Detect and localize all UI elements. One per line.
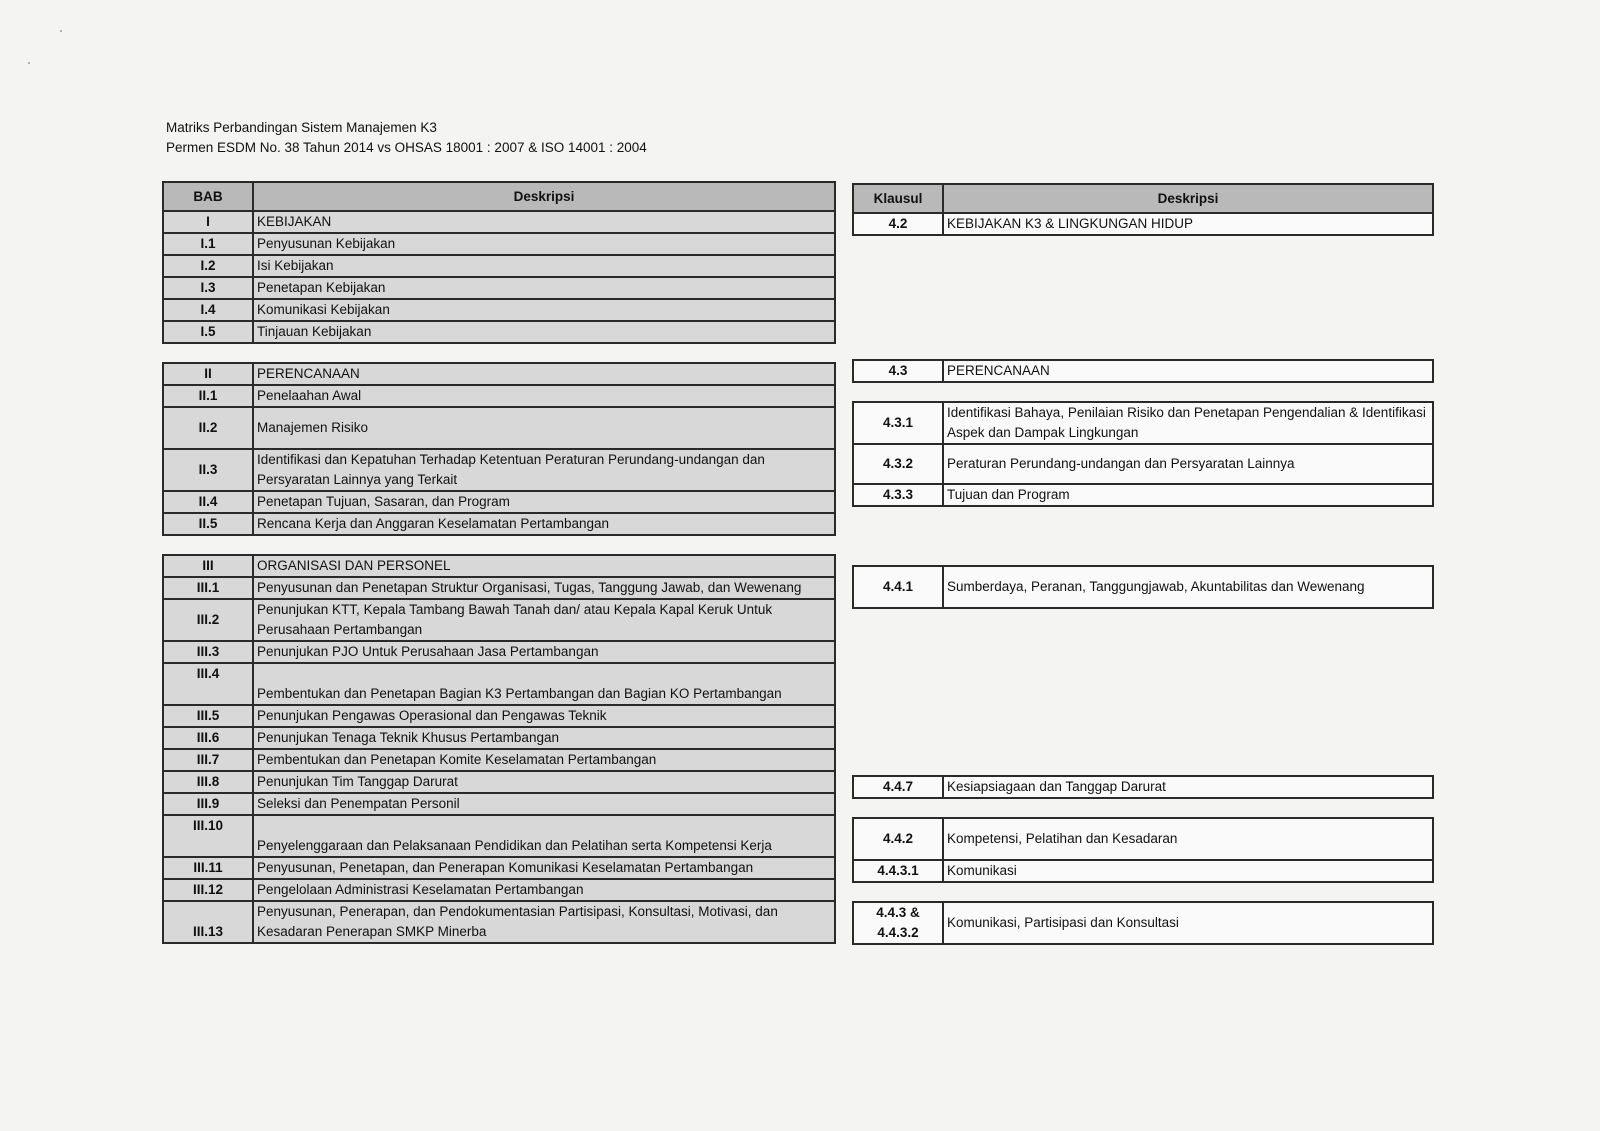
bab-code: II.4 [163, 491, 253, 513]
row-spacer [853, 506, 1433, 566]
bab-header: BAB [163, 182, 253, 211]
bab-desc: Rencana Kerja dan Anggaran Keselamatan Pertambangan [253, 513, 835, 535]
bab-code: II.1 [163, 385, 253, 407]
section-spacer [163, 535, 835, 555]
table-row [163, 233, 835, 255]
table-row [163, 641, 835, 663]
bab-code: III.8 [163, 771, 253, 793]
table-row [163, 277, 835, 299]
table-row [853, 776, 1433, 798]
klausul-desc: Kesiapsiagaan dan Tanggap Darurat [943, 776, 1433, 798]
bab-code: III.2 [163, 599, 253, 641]
klausul-desc: Komunikasi, Partisipasi dan Konsultasi [943, 902, 1433, 944]
klausul-desc: Sumberdaya, Peranan, Tanggungjawab, Akuntabilitas dan Wewenang [943, 566, 1433, 608]
table-row [853, 818, 1433, 860]
bab-code: III.1 [163, 577, 253, 599]
document-title [166, 118, 647, 158]
table-row [853, 566, 1433, 608]
table-row [163, 321, 835, 343]
bab-code: III.13 [163, 901, 253, 943]
bab-desc: Isi Kebijakan [253, 255, 835, 277]
bab-desc: Penyusunan, Penetapan, dan Penerapan Komunikasi Keselamatan Pertambangan [253, 857, 835, 879]
klausul-code: 4.4.2 [853, 818, 943, 860]
klausul-desc: KEBIJAKAN K3 & LINGKUNGAN HIDUP [943, 213, 1433, 235]
row-spacer [853, 608, 1433, 776]
bab-desc: Pengelolaan Administrasi Keselamatan Pertambangan [253, 879, 835, 901]
bab-code: III.3 [163, 641, 253, 663]
klausul-code: 4.4.3.1 [853, 860, 943, 882]
klausul-desc: Tujuan dan Program [943, 484, 1433, 506]
deskripsi-header: Deskripsi [253, 182, 835, 211]
bab-desc: ORGANISASI DAN PERSONEL [253, 555, 835, 577]
table-row [163, 255, 835, 277]
table-row [163, 815, 835, 857]
bab-code: III.6 [163, 727, 253, 749]
table-row [163, 555, 835, 577]
klausul-code: 4.4.3 & 4.4.3.2 [853, 902, 943, 944]
row-spacer [853, 382, 1433, 402]
table-row [853, 902, 1433, 944]
klausul-desc: Komunikasi [943, 860, 1433, 882]
bab-desc: Penyusunan dan Penetapan Struktur Organisasi, Tugas, Tanggung Jawab, dan Wewenang [253, 577, 835, 599]
bab-code: III [163, 555, 253, 577]
bab-code: III.5 [163, 705, 253, 727]
klausul-code: 4.3.1 [853, 402, 943, 444]
table-row [163, 363, 835, 385]
bab-code: III.4 [163, 663, 253, 705]
table-row [163, 749, 835, 771]
klausul-code: 4.2 [853, 213, 943, 235]
klausul-code: 4.3.3 [853, 484, 943, 506]
klausul-desc: Kompetensi, Pelatihan dan Kesadaran [943, 818, 1433, 860]
klausul-code: 4.3.2 [853, 444, 943, 484]
bab-desc: Penyelenggaraan dan Pelaksanaan Pendidikan dan Pelatihan serta Kompetensi Kerja [253, 815, 835, 857]
table-header-row [853, 184, 1433, 213]
bab-code: III.10 [163, 815, 253, 857]
bab-desc: Penelaahan Awal [253, 385, 835, 407]
bab-code: III.7 [163, 749, 253, 771]
bab-desc: Seleksi dan Penempatan Personil [253, 793, 835, 815]
bab-code: II.3 [163, 449, 253, 491]
bab-code: I.5 [163, 321, 253, 343]
table-row [163, 385, 835, 407]
ohsas-iso-table [852, 183, 1434, 945]
bab-desc: KEBIJAKAN [253, 211, 835, 233]
bab-code: I.4 [163, 299, 253, 321]
klausul-desc: Peraturan Perundang-undangan dan Persyaratan Lainnya [943, 444, 1433, 484]
table-row [163, 705, 835, 727]
section-spacer [163, 343, 835, 363]
table-row [163, 879, 835, 901]
bab-desc: Penyusunan, Penerapan, dan Pendokumentasian Partisipasi, Konsultasi, Motivasi, dan Kesadaran Penerapan SMKP Minerba [253, 901, 835, 943]
bab-code: II.5 [163, 513, 253, 535]
bab-desc: Identifikasi dan Kepatuhan Terhadap Ketentuan Peraturan Perundang-undangan dan Persyaratan Lainnya yang Terkait [253, 449, 835, 491]
bab-desc: Komunikasi Kebijakan [253, 299, 835, 321]
title-line-2: Permen ESDM No. 38 Tahun 2014 vs OHSAS 18001 : 2007 & ISO 14001 : 2004 [166, 140, 647, 155]
row-spacer [853, 235, 1433, 360]
table-row [163, 299, 835, 321]
row-spacer [853, 798, 1433, 818]
bab-code: III.11 [163, 857, 253, 879]
klausul-code: 4.4.1 [853, 566, 943, 608]
bab-code: III.12 [163, 879, 253, 901]
bab-code: II [163, 363, 253, 385]
bab-desc: Penetapan Kebijakan [253, 277, 835, 299]
deskripsi-header: Deskripsi [943, 184, 1433, 213]
table-row [163, 771, 835, 793]
bab-desc: Penetapan Tujuan, Sasaran, dan Program [253, 491, 835, 513]
table-row [163, 663, 835, 705]
bab-desc: Penunjukan KTT, Kepala Tambang Bawah Tanah dan/ atau Kepala Kapal Keruk Untuk Perusahaan Pertambangan [253, 599, 835, 641]
bab-desc: Penunjukan PJO Untuk Perusahaan Jasa Pertambangan [253, 641, 835, 663]
bab-desc: Pembentukan dan Penetapan Komite Keselamatan Pertambangan [253, 749, 835, 771]
klausul-header: Klausul [853, 184, 943, 213]
table-row [163, 793, 835, 815]
bab-code: I.3 [163, 277, 253, 299]
table-row [853, 213, 1433, 235]
bab-desc: Penunjukan Tenaga Teknik Khusus Pertambangan [253, 727, 835, 749]
klausul-desc: PERENCANAAN [943, 360, 1433, 382]
table-row [853, 860, 1433, 882]
bab-desc: Penunjukan Pengawas Operasional dan Pengawas Teknik [253, 705, 835, 727]
table-row [853, 402, 1433, 444]
permen-esdm-table [162, 181, 836, 944]
table-row [163, 727, 835, 749]
table-row [163, 211, 835, 233]
bab-code: I.2 [163, 255, 253, 277]
bab-desc: PERENCANAAN [253, 363, 835, 385]
bab-code: I [163, 211, 253, 233]
table-row [853, 484, 1433, 506]
table-row [163, 599, 835, 641]
table-row [853, 360, 1433, 382]
table-row [163, 857, 835, 879]
klausul-code: 4.3 [853, 360, 943, 382]
bab-code: I.1 [163, 233, 253, 255]
bab-desc: Penyusunan Kebijakan [253, 233, 835, 255]
row-spacer [853, 882, 1433, 902]
table-row [163, 901, 835, 943]
table-row [853, 444, 1433, 484]
bab-desc: Tinjauan Kebijakan [253, 321, 835, 343]
title-line-1: Matriks Perbandingan Sistem Manajemen K3 [166, 120, 437, 135]
table-row [163, 513, 835, 535]
table-header-row [163, 182, 835, 211]
table-row [163, 491, 835, 513]
bab-code: III.9 [163, 793, 253, 815]
bab-desc: Pembentukan dan Penetapan Bagian K3 Pertambangan dan Bagian KO Pertambangan [253, 663, 835, 705]
table-row [163, 449, 835, 491]
table-row [163, 407, 835, 449]
klausul-desc: Identifikasi Bahaya, Penilaian Risiko dan Penetapan Pengendalian & Identifikasi Aspek dan Dampak Lingkungan [943, 402, 1433, 444]
table-row [163, 577, 835, 599]
bab-code: II.2 [163, 407, 253, 449]
klausul-code: 4.4.7 [853, 776, 943, 798]
bab-desc: Manajemen Risiko [253, 407, 835, 449]
bab-desc: Penunjukan Tim Tanggap Darurat [253, 771, 835, 793]
